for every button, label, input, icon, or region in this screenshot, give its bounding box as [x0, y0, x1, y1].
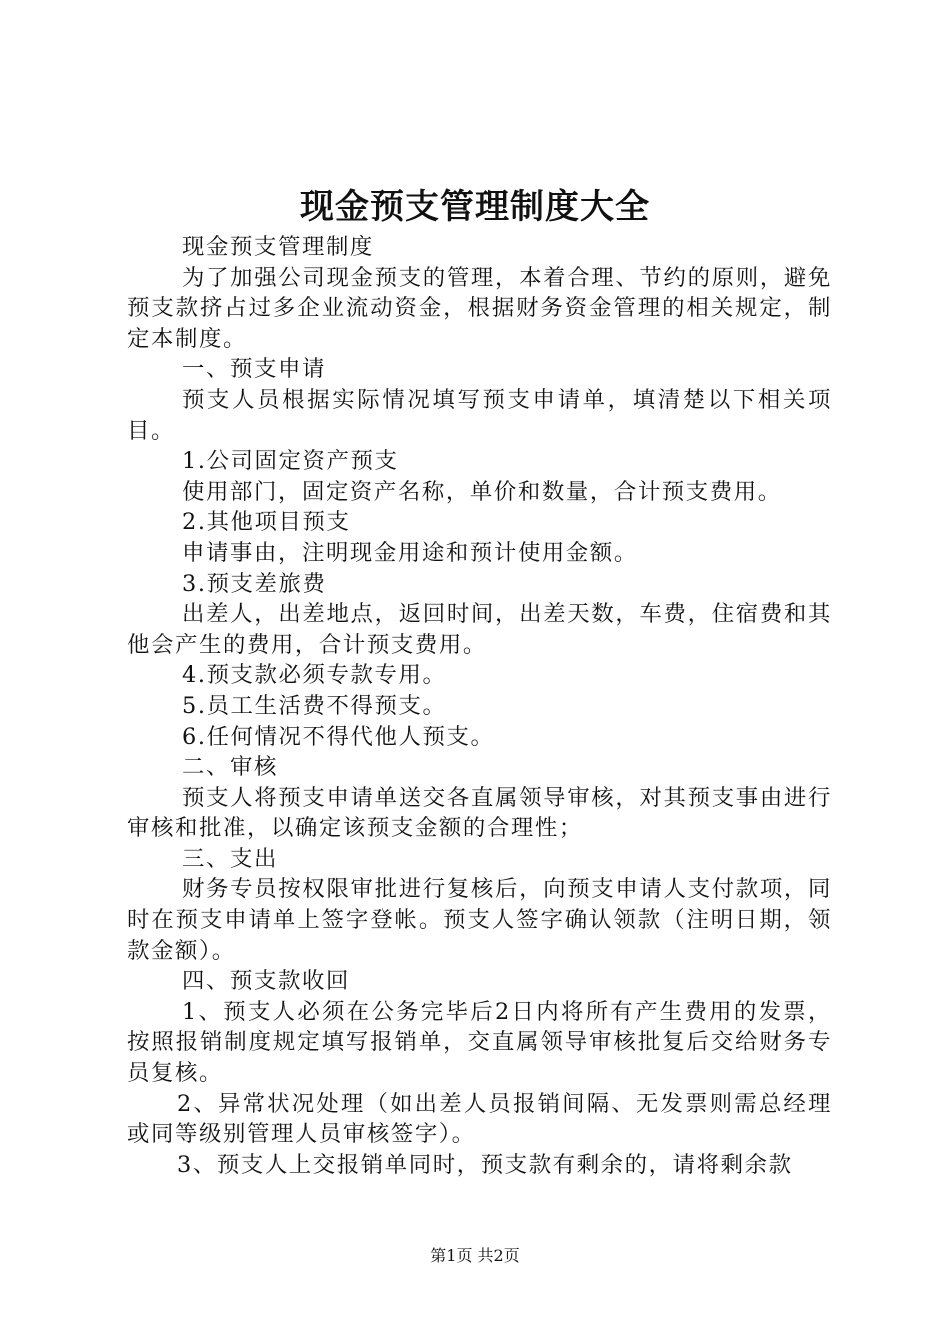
paragraph-recovery-2: 2、异常状况处理（如出差人员报销间隔、无发票则需总经理或同等级别管理人员审核签字）。 — [127, 1090, 832, 1148]
section-heading-review: 二、审核 — [182, 754, 278, 781]
paragraph-apply: 预支人员根据实际情况填写预支申请单，填清楚以下相关项目。 — [127, 386, 832, 444]
item-living-expense: 5.员工生活费不得预支。 — [182, 692, 447, 719]
paragraph-travel: 出差人，出差地点，返回时间，出差天数，车费，住宿费和其他会产生的费用，合计预支费用。 — [127, 601, 832, 658]
paragraph-fixed-assets: 使用部门，固定资产名称，单价和数量，合计预支费用。 — [182, 478, 782, 505]
paragraph-intro: 为了加强公司现金预支的管理，本着合理、节约的原则，避免预支款挤占过多企业流动资金，根据财务资金管理的相关规定，制定本制度。 — [127, 264, 832, 352]
item-heading-other: 2.其他项目预支 — [182, 509, 351, 536]
paragraph-review: 预支人将预支申请单送交各直属领导审核，对其预支事由进行审核和批准，以确定该预支金额的合理性； — [127, 784, 832, 842]
item-no-proxy: 6.任何情况不得代他人预支。 — [182, 723, 495, 750]
item-heading-fixed-assets: 1.公司固定资产预支 — [182, 448, 399, 475]
paragraph-recovery-3: 3、预支人上交报销单同时，预支款有剩余的，请将剩余款 — [177, 1151, 793, 1178]
paragraph-recovery-1: 1、预支人必须在公务完毕后2日内将所有产生费用的发票，按照报销制度规定填写报销单，交直属领导审核批复后交给财务专员复核。 — [127, 998, 832, 1087]
item-heading-travel: 3.预支差旅费 — [182, 570, 327, 597]
paragraph-payout: 财务专员按权限审批进行复核后，向预支申请人支付款项，同时在预支申请单上签字登帐。预支人签字确认领款（注明日期，领款金额）。 — [127, 876, 832, 964]
document-title: 现金预支管理制度大全 — [300, 187, 650, 227]
paragraph-subtitle: 现金预支管理制度 — [182, 234, 374, 260]
document-body — [127, 232, 832, 1180]
section-heading-apply: 一、预支申请 — [182, 356, 326, 383]
paragraph-other: 申请事由，注明现金用途和预计使用金额。 — [182, 539, 638, 566]
section-heading-payout: 三、支出 — [182, 845, 278, 872]
item-earmarked: 4.预支款必须专款专用。 — [182, 662, 447, 689]
section-heading-recovery: 四、预支款收回 — [182, 968, 350, 995]
page-footer: 第1页 共2页 — [430, 1246, 520, 1265]
